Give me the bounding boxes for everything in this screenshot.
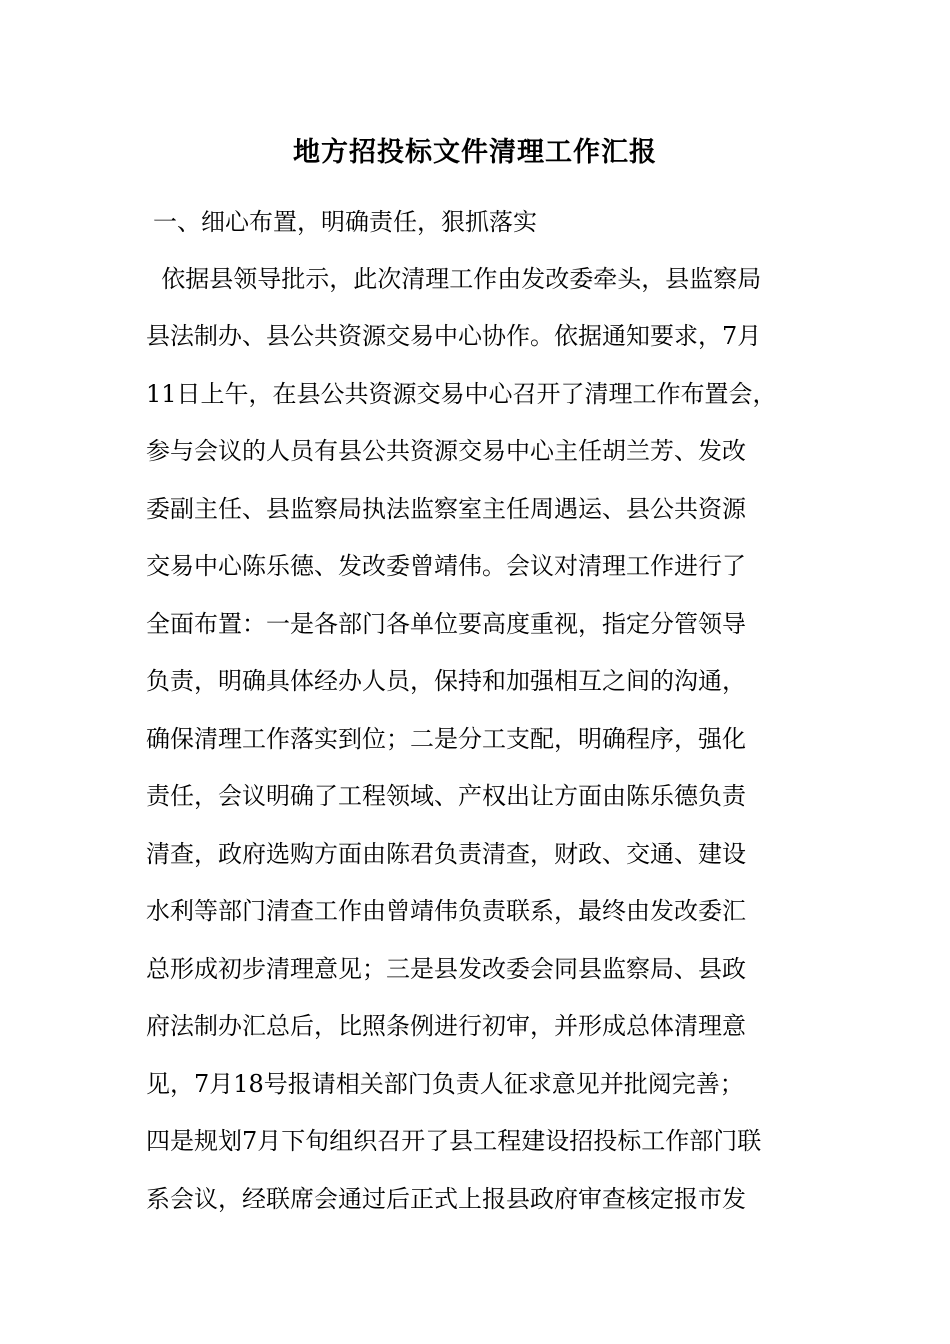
body-line: 县法制办、县公共资源交易中心协作。依据通知要求，7月 [146, 322, 762, 350]
body-line: 全面布置：一是各部门各单位要高度重视，指定分管领导 [146, 610, 746, 638]
body-line: 见，7月18号报请相关部门负责人征求意见并批阅完善； [146, 1070, 744, 1098]
body-line: 四是规划7月下旬组织召开了县工程建设招投标工作部门联 [146, 1127, 762, 1155]
body-line: 参与会议的人员有县公共资源交易中心主任胡兰芳、发改 [146, 437, 746, 465]
document-title: 地方招投标文件清理工作汇报 [293, 137, 657, 168]
body-line: 府法制办汇总后，比照条例进行初审，并形成总体清理意 [146, 1012, 746, 1040]
body-line: 依据县领导批示，此次清理工作由发改委牵头，县监察局 [146, 265, 762, 293]
body-line: 确保清理工作落实到位；二是分工支配，明确程序，强化 [146, 725, 746, 753]
body-line: 责任，会议明确了工程领域、产权出让方面由陈乐德负责 [146, 782, 746, 810]
section-heading: 一、细心布置，明确责任，狠抓落实 [153, 208, 537, 236]
body-line: 水利等部门清查工作由曾靖伟负责联系，最终由发改委汇 [146, 897, 746, 925]
body-line: 总形成初步清理意见；三是县发改委会同县监察局、县政 [146, 955, 746, 983]
body-line: 负责，明确具体经办人员，保持和加强相互之间的沟通， [146, 667, 746, 695]
body-line: 清查，政府选购方面由陈君负责清查，财政、交通、建设 [146, 840, 746, 868]
body-line: 11日上午，在县公共资源交易中心召开了清理工作布置会， [146, 380, 777, 408]
body-line: 系会议，经联席会通过后正式上报县政府审查核定报市发 [146, 1185, 746, 1213]
body-line: 交易中心陈乐德、发改委曾靖伟。会议对清理工作进行了 [146, 552, 746, 580]
body-line: 委副主任、县监察局执法监察室主任周遇运、县公共资源 [146, 495, 746, 523]
